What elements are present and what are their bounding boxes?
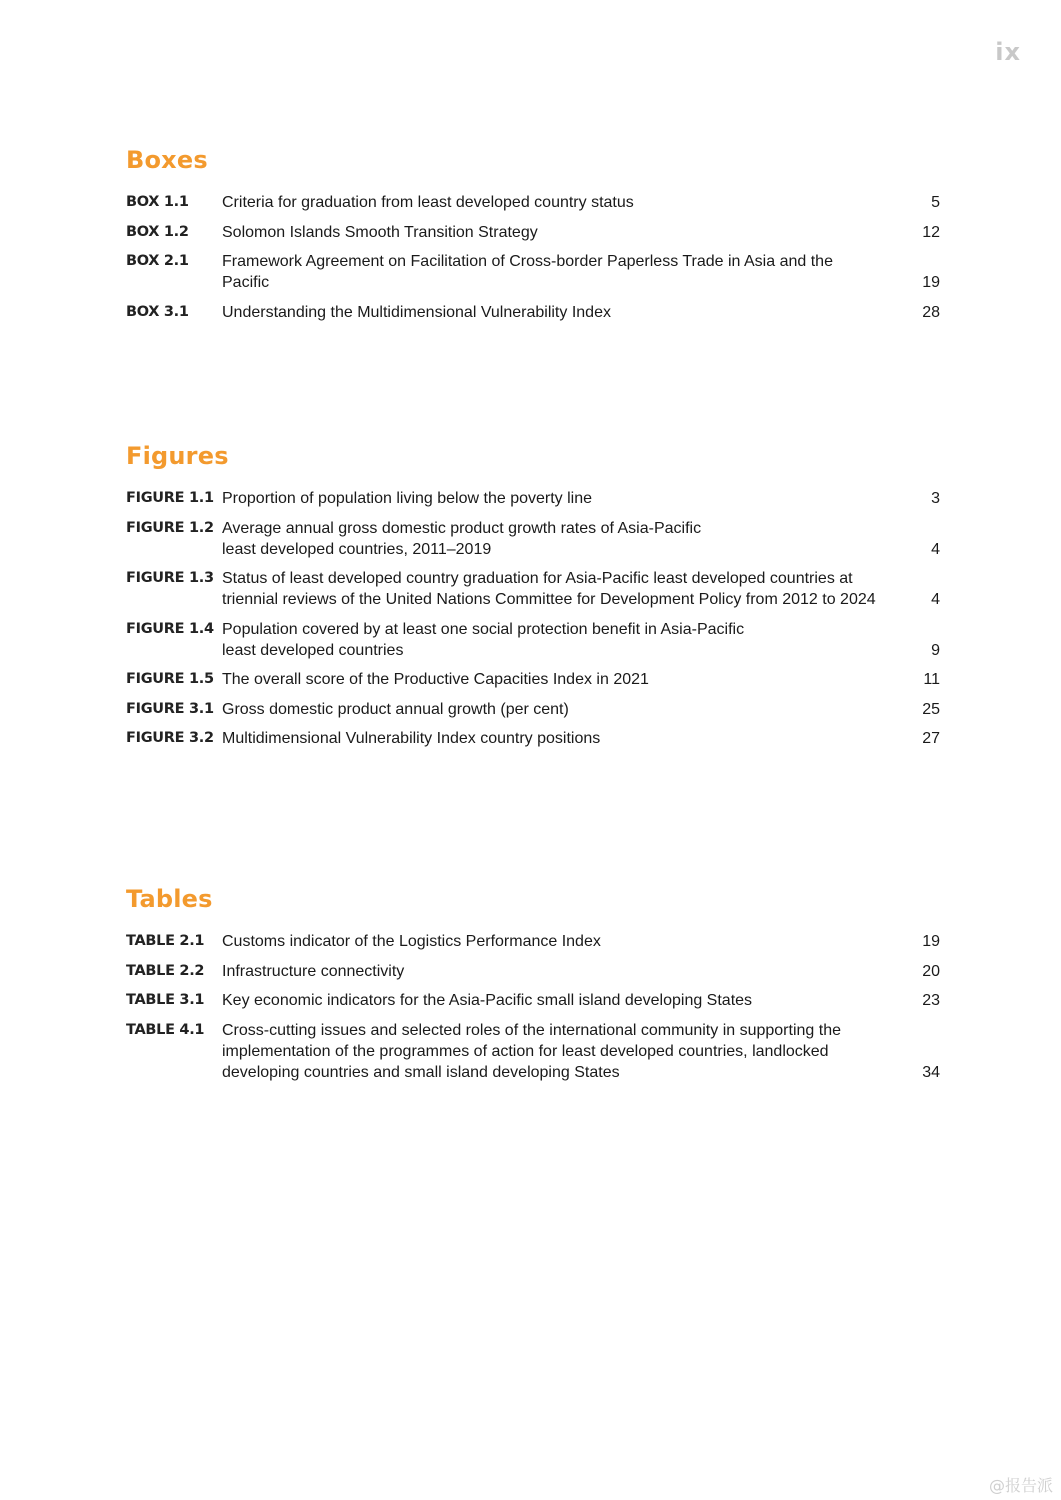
tables-section bbox=[126, 885, 940, 1091]
list-item[interactable] bbox=[126, 222, 940, 243]
entry-page: 4 bbox=[931, 540, 940, 558]
entry-label: FIGURE 1.4 bbox=[126, 620, 214, 637]
list-item[interactable] bbox=[126, 488, 940, 509]
list-item[interactable] bbox=[126, 1020, 940, 1083]
entry-page: 19 bbox=[922, 933, 940, 950]
entry-page: 12 bbox=[922, 223, 940, 241]
entry-page: 34 bbox=[922, 1063, 940, 1081]
entry-label: TABLE 3.1 bbox=[126, 992, 205, 1008]
figures-list bbox=[126, 488, 940, 749]
entry-page: 4 bbox=[931, 591, 940, 608]
list-item[interactable] bbox=[126, 728, 940, 749]
list-item[interactable] bbox=[126, 302, 940, 323]
section-heading: Figures bbox=[126, 442, 229, 470]
entry-title[interactable]: Solomon Islands Smooth Transition Strategy bbox=[222, 223, 538, 241]
entry-page: 11 bbox=[923, 671, 940, 688]
entry-title[interactable]: Population covered by at least one social protection benefit in Asia-Pacific least developed countries bbox=[222, 620, 745, 659]
entry-title[interactable]: Average annual gross domestic product growth rates of Asia-Pacific least developed countries, 2011–2019 bbox=[222, 519, 702, 558]
list-item[interactable] bbox=[126, 568, 940, 610]
list-item[interactable] bbox=[126, 990, 940, 1011]
entry-title[interactable]: The overall score of the Productive Capacities Index in 2021 bbox=[222, 671, 649, 688]
entry-label: FIGURE 1.3 bbox=[126, 570, 214, 586]
list-item[interactable] bbox=[126, 619, 940, 661]
list-item[interactable] bbox=[126, 192, 940, 213]
boxes-section bbox=[126, 146, 940, 331]
entry-page: 28 bbox=[922, 303, 940, 321]
list-item[interactable] bbox=[126, 518, 940, 560]
entry-label: BOX 2.1 bbox=[126, 253, 189, 269]
entry-page: 27 bbox=[922, 730, 940, 747]
entry-title[interactable]: Key economic indicators for the Asia-Pacific small island developing States bbox=[222, 992, 753, 1009]
entry-page: 23 bbox=[922, 992, 940, 1009]
entry-title[interactable]: Understanding the Multidimensional Vulnerability Index bbox=[222, 303, 611, 321]
entry-page: 9 bbox=[931, 641, 940, 659]
entry-page: 3 bbox=[931, 490, 940, 507]
entry-label: BOX 1.2 bbox=[126, 223, 189, 240]
entry-page: 25 bbox=[922, 700, 940, 718]
entry-label: TABLE 4.1 bbox=[126, 1021, 205, 1038]
entry-title[interactable]: Status of least developed country graduation for Asia-Pacific least developed countries at triennial reviews of the United Nations Committee for Development Policy from 2012 to 2024 bbox=[222, 570, 876, 608]
entry-title[interactable]: Gross domestic product annual growth (per cent) bbox=[222, 700, 569, 718]
entry-label: BOX 3.1 bbox=[126, 303, 189, 320]
entry-page: 19 bbox=[922, 274, 940, 291]
entry-title[interactable]: Proportion of population living below the poverty line bbox=[222, 490, 593, 507]
entry-label: TABLE 2.1 bbox=[126, 933, 205, 949]
boxes-list bbox=[126, 192, 940, 323]
section-heading: Tables bbox=[126, 885, 213, 913]
entry-label: FIGURE 3.1 bbox=[126, 700, 214, 717]
entry-title[interactable]: Criteria for graduation from least developed country status bbox=[222, 194, 634, 211]
entry-title[interactable]: Framework Agreement on Facilitation of Cross-border Paperless Trade in Asia and the Pacific bbox=[222, 253, 833, 291]
page-number: ix bbox=[995, 38, 1021, 66]
list-item[interactable] bbox=[126, 961, 940, 982]
list-item[interactable] bbox=[126, 251, 940, 293]
entry-label: FIGURE 1.2 bbox=[126, 519, 214, 536]
watermark: @报告派 bbox=[988, 1476, 1053, 1495]
entry-title[interactable]: Customs indicator of the Logistics Performance Index bbox=[222, 933, 601, 950]
entry-label: BOX 1.1 bbox=[126, 194, 189, 210]
section-heading: Boxes bbox=[126, 146, 208, 174]
entry-label: FIGURE 1.1 bbox=[126, 490, 214, 506]
entry-label: FIGURE 1.5 bbox=[126, 671, 214, 687]
figures-section bbox=[126, 442, 940, 758]
entry-label: TABLE 2.2 bbox=[126, 962, 205, 979]
list-item[interactable] bbox=[126, 699, 940, 720]
tables-list bbox=[126, 931, 940, 1083]
entry-title[interactable]: Cross-cutting issues and selected roles of the international community in supporting the implementation of the programmes of action for least developed countries, landlocked developing countries and small island developing States bbox=[222, 1021, 841, 1081]
entry-title[interactable]: Infrastructure connectivity bbox=[222, 962, 405, 980]
entry-page: 20 bbox=[922, 962, 940, 980]
entry-title[interactable]: Multidimensional Vulnerability Index country positions bbox=[222, 730, 601, 747]
entry-label: FIGURE 3.2 bbox=[126, 730, 214, 746]
list-item[interactable] bbox=[126, 669, 940, 690]
list-item[interactable] bbox=[126, 931, 940, 952]
entry-page: 5 bbox=[931, 194, 940, 211]
